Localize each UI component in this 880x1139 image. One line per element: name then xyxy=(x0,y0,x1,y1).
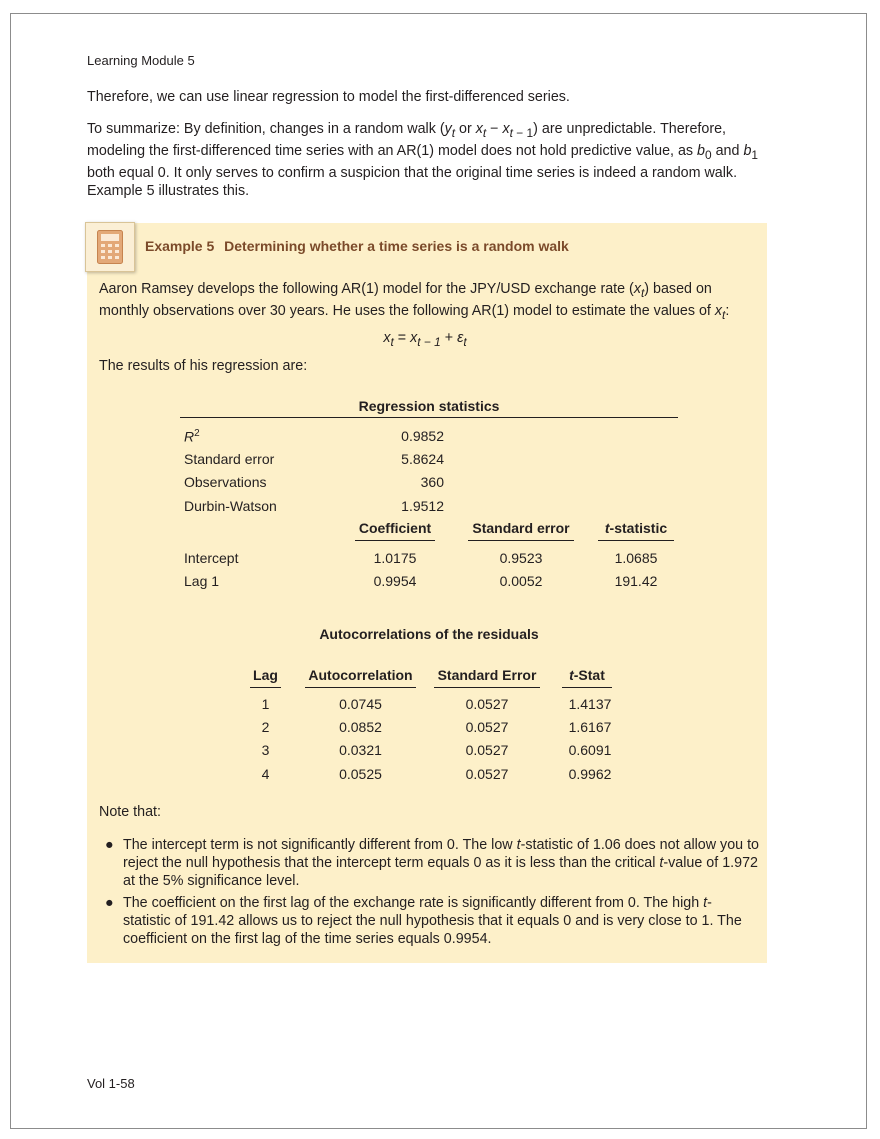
ar1-equation: $x_t = x_{t - 1} + \varepsilon_t$ xyxy=(383,330,467,349)
results-intro: The results of his regression are: xyxy=(99,358,308,374)
regression-table-title: Regression statistics xyxy=(358,398,500,414)
page-footer: Vol 1-58 xyxy=(87,1076,135,1091)
autocorr-standard-error: 0.0527 xyxy=(465,766,509,782)
col-rule xyxy=(305,687,416,688)
col-rule xyxy=(468,540,574,541)
row-label-intercept: Intercept xyxy=(184,550,239,566)
autocorr-standard-error: 0.0527 xyxy=(465,742,509,758)
stat-label-r2: $R^2$ xyxy=(184,428,200,445)
col-header-coefficient: Coefficient xyxy=(358,520,432,536)
autocorr-header-autocorrelation: Autocorrelation xyxy=(308,667,413,683)
example-title: Example 5 Determining whether a time series is a random walk xyxy=(145,238,569,254)
col-rule xyxy=(434,687,540,688)
stat-label-durbin-watson: Durbin-Watson xyxy=(184,498,277,514)
example-description: Aaron Ramsey develops the following AR(1) model for the JPY/USD exchange rate $(x_t)$ based on monthly observations over 30 years. He uses the following AR(1) model to estimate the values of $x_t$: xyxy=(99,281,730,322)
autocorr-header-t-stat: t-Stat xyxy=(569,667,605,683)
intercept-t-statistic: 1.0685 xyxy=(614,550,658,566)
stat-label-standard-error: Standard error xyxy=(184,451,275,467)
bullet-icon: ● xyxy=(105,837,114,853)
autocorr-value: 0.0745 xyxy=(339,696,382,712)
summary-paragraph: To summarize: By definition, changes in a random walk ($y_t$ or $x_t - x_t$ $_{- 1}$) are unpredictable. Therefore, modeling the first-differenced time series with an AR(1) model does not hold predictive value, as $b_0$ and $b_1$ both equal 0. It only serves to confirm a suspicion that the original time series is indeed a random walk. Example 5 illustrates this. xyxy=(87,121,759,199)
stat-value-standard-error: 5.8624 xyxy=(401,451,444,467)
calculator-icon xyxy=(85,222,135,272)
table-rule xyxy=(180,417,678,418)
autocorr-lag: 3 xyxy=(261,742,270,758)
col-rule xyxy=(250,687,281,688)
intercept-coefficient: 1.0175 xyxy=(373,550,417,566)
autocorr-lag: 1 xyxy=(261,696,270,712)
intro-paragraph: Therefore, we can use linear regression to model the first-differenced series. xyxy=(87,89,570,105)
autocorr-value: 0.0525 xyxy=(339,766,382,782)
row-label-lag1: Lag 1 xyxy=(184,573,220,589)
col-rule xyxy=(598,540,674,541)
lag1-standard-error: 0.0052 xyxy=(499,573,543,589)
note-intro: Note that: xyxy=(99,804,161,820)
col-header-standard-error: Standard error xyxy=(472,520,570,536)
autocorr-t-stat: 1.4137 xyxy=(568,696,612,712)
autocorr-header-lag: Lag xyxy=(253,667,278,683)
autocorr-table-title: Autocorrelations of the residuals xyxy=(319,626,539,642)
lag1-coefficient: 0.9954 xyxy=(373,573,417,589)
stat-value-observations: 360 xyxy=(420,474,444,490)
col-header-t-statistic: t-statistic xyxy=(604,520,668,536)
autocorr-t-stat: 0.6091 xyxy=(568,742,612,758)
autocorr-standard-error: 0.0527 xyxy=(465,719,509,735)
intercept-standard-error: 0.9523 xyxy=(499,550,543,566)
autocorr-value: 0.0321 xyxy=(339,742,382,758)
running-header: Learning Module 5 xyxy=(87,53,195,68)
autocorr-lag: 2 xyxy=(261,719,270,735)
autocorr-t-stat: 0.9962 xyxy=(568,766,612,782)
col-rule xyxy=(355,540,435,541)
col-rule xyxy=(562,687,612,688)
autocorr-header-standard-error: Standard Error xyxy=(437,667,537,683)
autocorr-value: 0.0852 xyxy=(339,719,382,735)
stat-value-durbin-watson: 1.9512 xyxy=(401,498,444,514)
lag1-t-statistic: 191.42 xyxy=(614,573,658,589)
autocorr-t-stat: 1.6167 xyxy=(568,719,612,735)
autocorr-lag: 4 xyxy=(261,766,270,782)
stat-value-r2: 0.9852 xyxy=(401,428,444,444)
bullet-icon: ● xyxy=(105,895,114,911)
autocorr-standard-error: 0.0527 xyxy=(465,696,509,712)
stat-label-observations: Observations xyxy=(184,474,267,490)
